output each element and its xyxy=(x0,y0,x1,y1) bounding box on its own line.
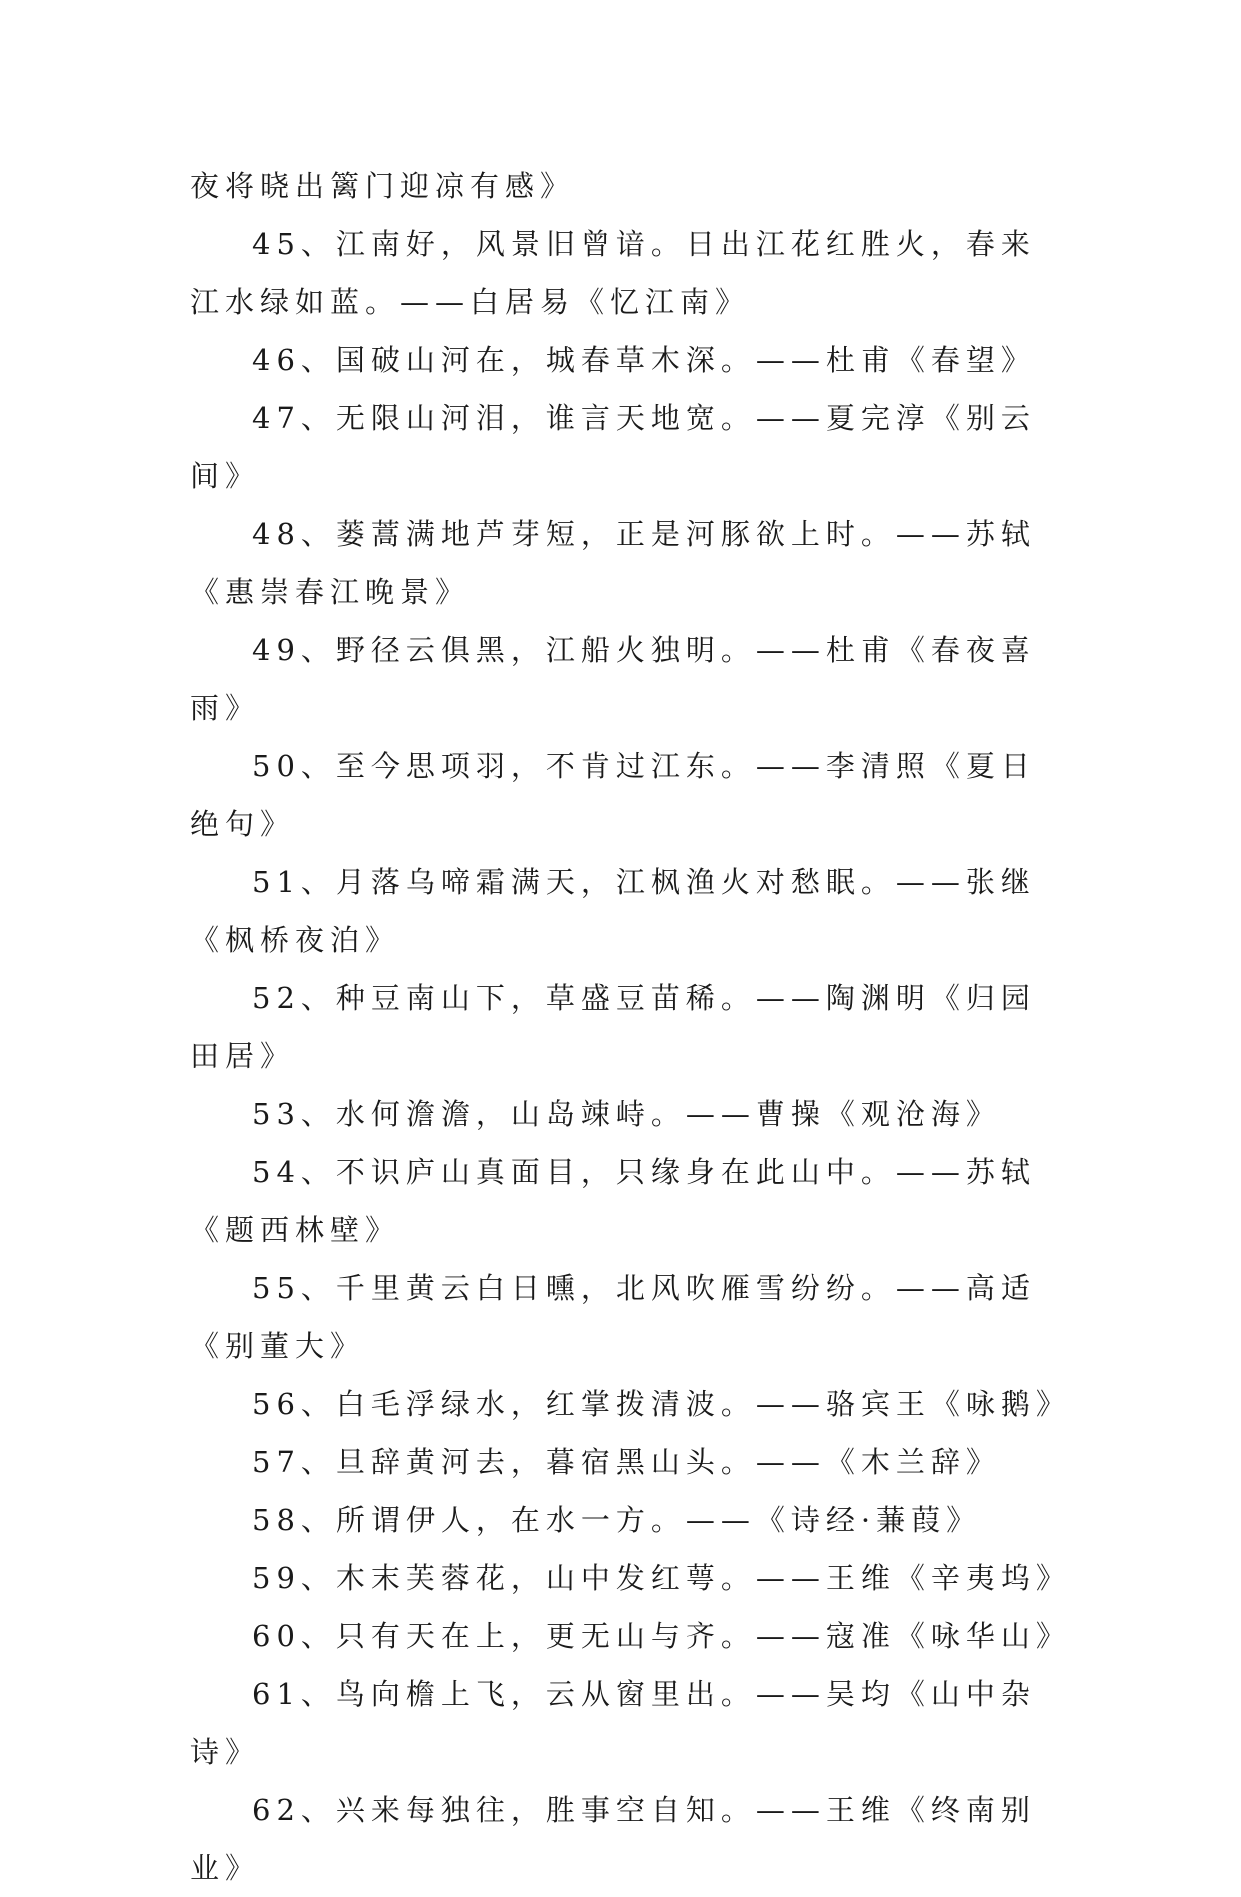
list-item: 51、月落乌啼霜满天，江枫渔火对愁眠。——张继《枫桥夜泊》 xyxy=(190,865,1036,957)
list-item: 62、兴来每独往，胜事空自知。——王维《终南别业》 xyxy=(190,1793,1036,1885)
continuation-line: 夜将晓出篱门迎凉有感》 xyxy=(190,169,576,203)
list-item: 55、千里黄云白日曛，北风吹雁雪纷纷。——高适《别董大》 xyxy=(190,1271,1036,1363)
list-item: 60、只有天在上，更无山与齐。——寇准《咏华山》 xyxy=(252,1619,1071,1653)
list-item: 54、不识庐山真面目，只缘身在此山中。——苏轼《题西林壁》 xyxy=(190,1155,1036,1247)
list-item: 59、木末芙蓉花，山中发红萼。——王维《辛夷坞》 xyxy=(252,1561,1071,1595)
list-item: 58、所谓伊人，在水一方。——《诗经·蒹葭》 xyxy=(252,1503,982,1537)
list-item: 50、至今思项羽，不肯过江东。——李清照《夏日绝句》 xyxy=(190,749,1036,841)
list-item: 57、旦辞黄河去，暮宿黑山头。——《木兰辞》 xyxy=(252,1445,1001,1479)
list-item: 52、种豆南山下，草盛豆苗稀。——陶渊明《归园田居》 xyxy=(190,981,1036,1073)
list-item: 61、鸟向檐上飞，云从窗里出。——吴均《山中杂诗》 xyxy=(190,1677,1036,1769)
list-item: 45、江南好，风景旧曾谙。日出江花红胜火，春来江水绿如蓝。——白居易《忆江南》 xyxy=(190,227,1036,319)
poem-list xyxy=(190,157,1070,1897)
list-item: 53、水何澹澹，山岛竦峙。——曹操《观沧海》 xyxy=(252,1097,1001,1131)
list-item: 49、野径云俱黑，江船火独明。——杜甫《春夜喜雨》 xyxy=(190,633,1036,725)
list-item: 46、国破山河在，城春草木深。——杜甫《春望》 xyxy=(252,343,1036,377)
list-item: 48、蒌蒿满地芦芽短，正是河豚欲上时。——苏轼《惠崇春江晚景》 xyxy=(190,517,1036,609)
list-item: 47、无限山河泪，谁言天地宽。——夏完淳《别云间》 xyxy=(190,401,1036,493)
list-item: 56、白毛浮绿水，红掌拨清波。——骆宾王《咏鹅》 xyxy=(252,1387,1071,1421)
